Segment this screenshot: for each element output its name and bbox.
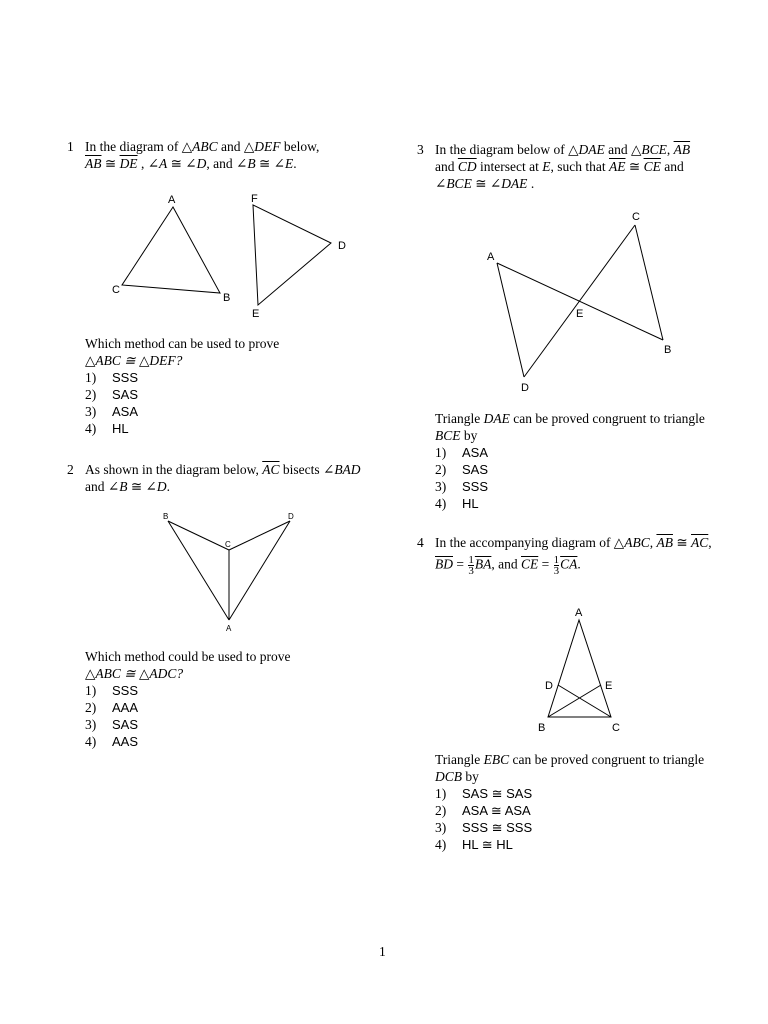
question-number: 3 [417,142,424,157]
answer-option-4[interactable]: 4) HL [435,496,479,511]
question-stem-line-2: and ∠B ≅ ∠D. [85,479,170,494]
answer-option-1[interactable]: 1) SAS ≅ SAS [435,786,533,801]
vertex-label-d: D [288,512,294,521]
question-prompt: Which method could be used to prove [85,649,291,664]
triangle-abc [122,207,220,293]
segment-ad [497,263,524,377]
segment-ba [168,521,229,620]
question-2 [67,461,385,495]
question-1 [67,138,385,172]
segment-da [229,521,290,620]
question-stem-line-3: ∠BCE ≅ ∠DAE . [435,176,535,191]
question-1-choices [85,335,385,437]
question-number: 4 [417,535,424,550]
vertex-label-c: C [225,540,231,549]
question-prompt-line-2: DCB by [435,769,479,784]
answer-option-2[interactable]: 2) ASA ≅ ASA [435,803,531,818]
question-stem-line-1: In the diagram of △ABC and △DEF below, [85,139,320,154]
vertex-label-c: C [112,284,120,296]
question-stem-line-2: $\overline{AB}$ ≅ $\overline{DE}$ , ∠A ≅ ∠D, and ∠B ≅ ∠E. [85,156,297,171]
answer-option-4[interactable]: 4) HL [85,421,129,436]
answer-option-4[interactable]: 4) HL ≅ HL [435,837,513,852]
vertex-label-a: A [226,624,232,633]
vertex-label-a: A [168,194,176,206]
vertex-label-b: B [538,722,546,734]
answer-option-3[interactable]: 3) SSS ≅ SSS [435,820,533,835]
question-2-choices [85,648,385,750]
question-prompt-line-2: BCE by [435,428,478,443]
segment-dc [229,521,290,550]
page-number: 1 [379,944,386,959]
triangle-abc [548,620,611,717]
vertex-label-f: F [251,193,258,205]
segment-dc [558,685,611,717]
segment-cb [635,225,663,340]
answer-option-1[interactable]: 1) SSS [85,683,139,698]
vertex-label-b: B [664,344,672,356]
question-stem-line-1: In the diagram below of △DAE and △BCE, $\overline{AB}$ [435,142,691,157]
vertex-label-a: A [487,251,495,263]
vertex-label-e: E [605,680,613,692]
triangle-def [253,205,331,305]
answer-option-2[interactable]: 2) SAS [435,462,489,477]
answer-option-4[interactable]: 4) AAS [85,734,139,749]
segment-bc [168,521,229,550]
question-3 [417,141,735,192]
vertex-label-e: E [576,308,584,320]
segment-eb [548,685,601,717]
vertex-label-a: A [575,607,583,619]
vertex-label-d: D [338,240,346,252]
question-stem-line-1: As shown in the diagram below, $\overline{AC}$ bisects ∠BAD [85,462,361,477]
fraction-one-third: $\frac{1}{3}$ [468,554,474,577]
question-stem-line-2: $\overline{BD}$ = $\frac{1}{3}$ $\overline{BA}$, and $\overline{CE}$ = $\frac{1}{3}$ $\overline{CA}$. [435,554,581,577]
answer-option-3[interactable]: 3) SAS [85,717,139,732]
question-4 [417,534,745,577]
vertex-label-c: C [632,211,640,223]
answer-option-1[interactable]: 1) SSS [85,370,139,385]
question-prove-statement: △ABC ≅ △ADC? [85,666,184,681]
answer-option-2[interactable]: 2) SAS [85,387,139,402]
vertex-label-c: C [612,722,620,734]
fraction-one-third: $\frac{1}{3}$ [553,554,560,577]
answer-option-3[interactable]: 3) SSS [435,479,489,494]
question-number: 1 [67,139,74,154]
question-3-choices [435,410,735,512]
question-stem-line-1: In the accompanying diagram of △ABC, $\overline{AB}$ ≅ $\overline{AC}$, [435,535,712,550]
question-prompt-line-1: Triangle DAE can be proved congruent to triangle [435,411,705,426]
answer-option-2[interactable]: 2) AAA [85,700,139,715]
segment-ab [497,263,663,340]
question-4-choices [435,751,735,853]
vertex-label-e: E [252,308,260,320]
question-prompt: Which method can be used to prove [85,336,280,351]
vertex-label-d: D [545,680,553,692]
vertex-label-d: D [521,382,529,394]
segment-dc [524,225,635,377]
vertex-label-b: B [223,292,231,304]
vertex-label-b: B [163,512,169,521]
question-prompt-line-1: Triangle EBC can be proved congruent to triangle [435,752,705,767]
question-stem-line-2: and $\overline{CD}$ intersect at E, such that $\overline{AE}$ ≅ $\overline{CE}$ and [435,159,684,174]
question-prove-statement: △ABC ≅ △DEF? [85,353,183,368]
answer-option-1[interactable]: 1) ASA [435,445,489,460]
question-number: 2 [67,462,74,477]
answer-option-3[interactable]: 3) ASA [85,404,139,419]
